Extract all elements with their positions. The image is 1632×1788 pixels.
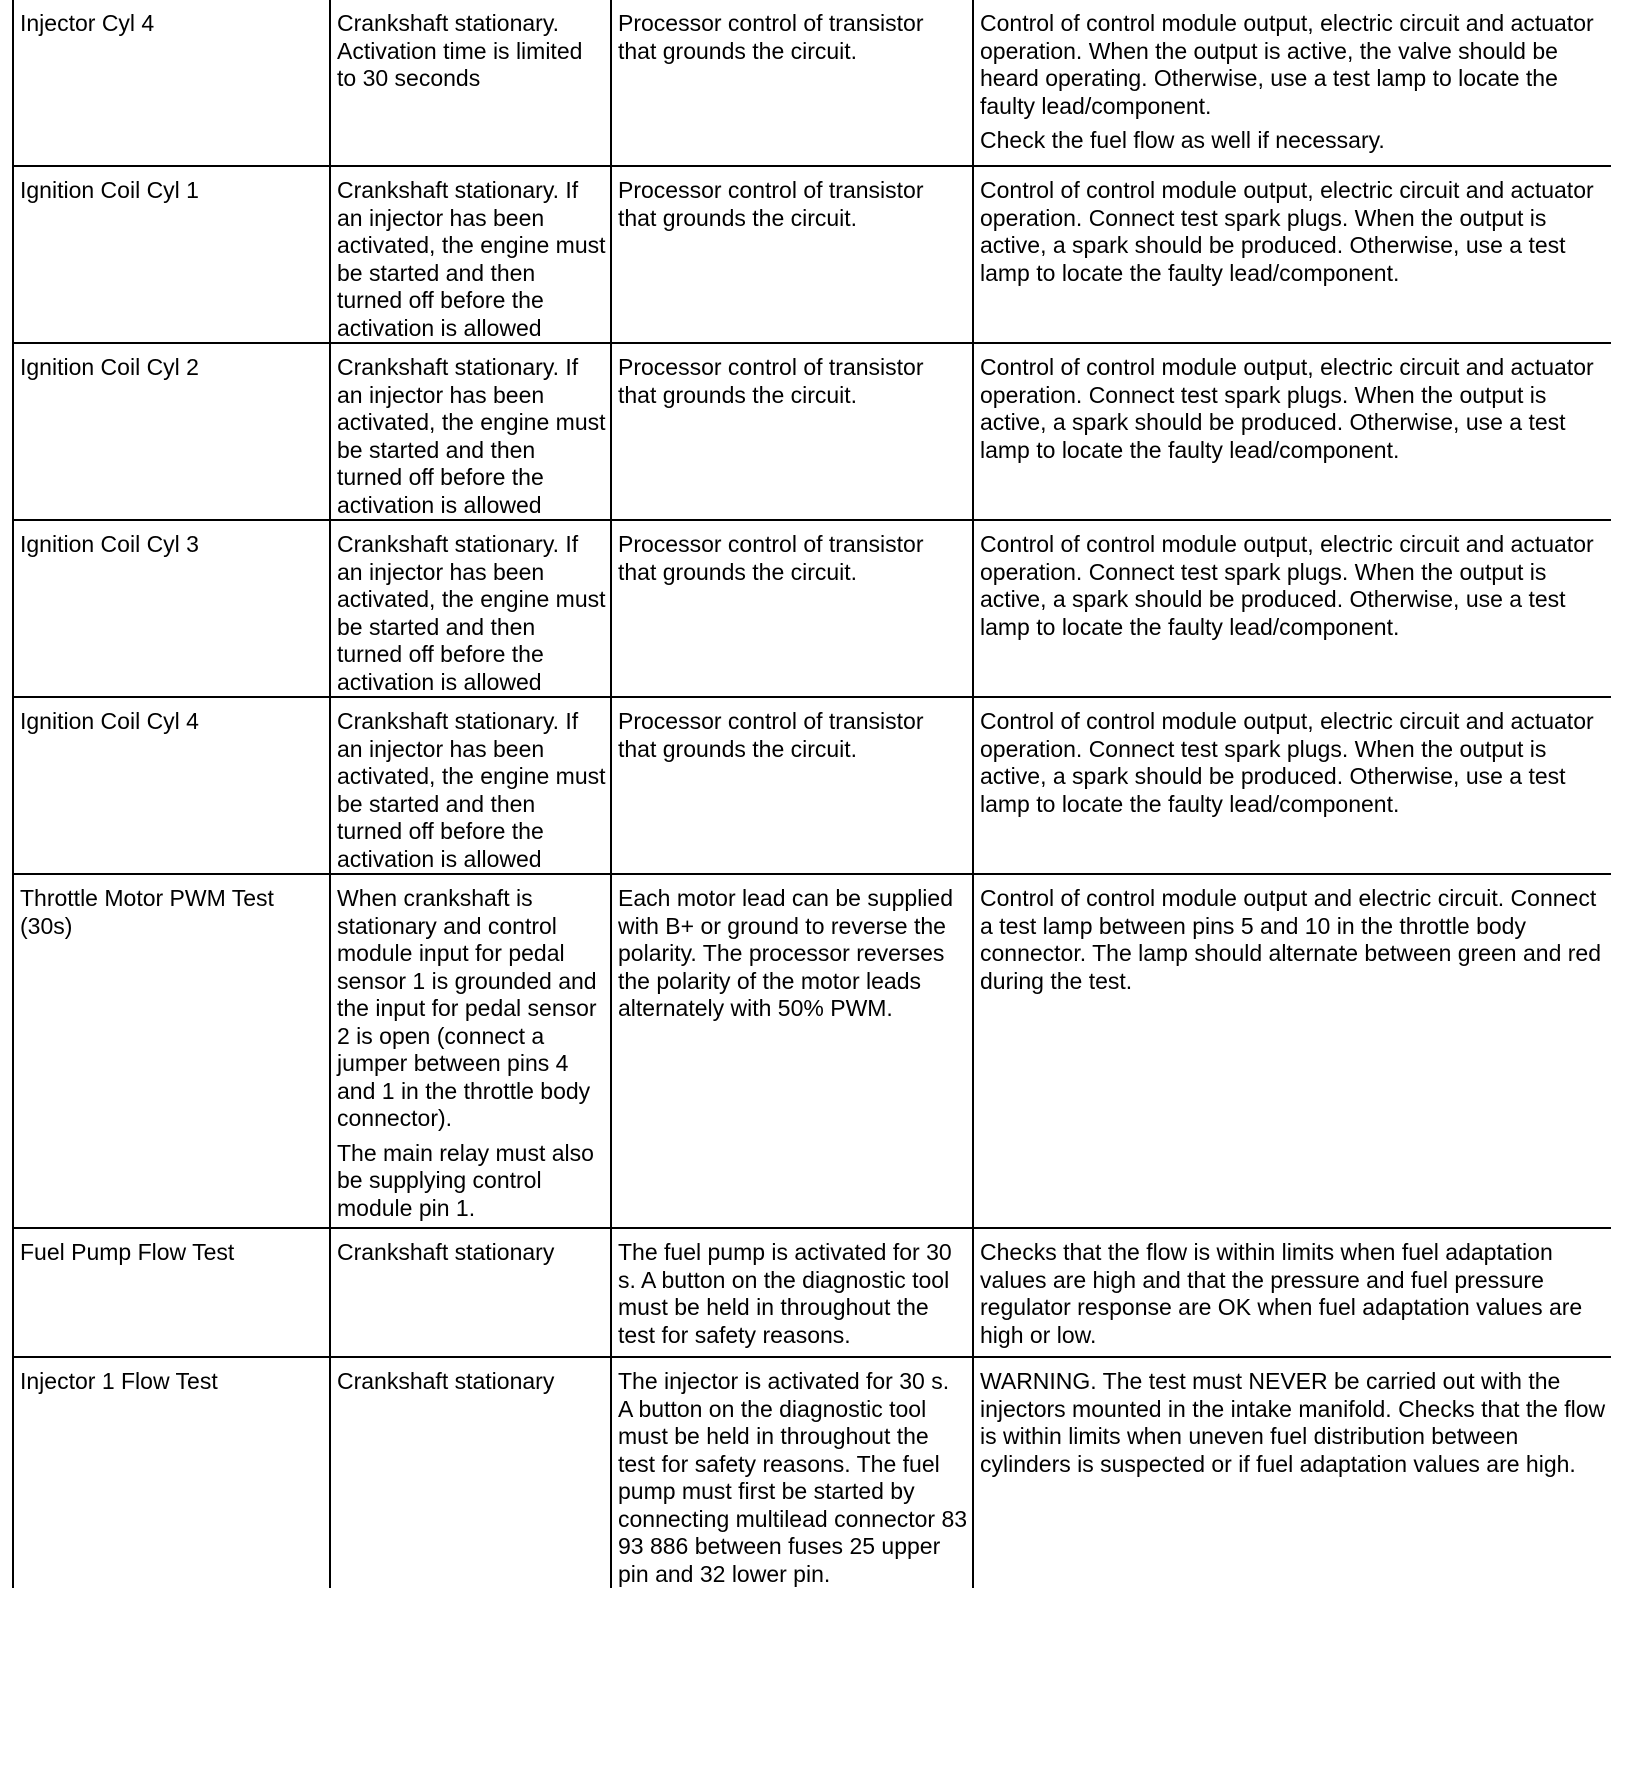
cell-paragraph: Crankshaft stationary. If an injector has been activated, the engine must be started and then turned off before the activation is allowed (337, 531, 606, 695)
cell-text: Throttle Motor PWM Test (30s) (20, 885, 274, 939)
cell-paragraph: Control of control module output, electric circuit and actuator operation. When the output is active, the valve should be heard operating. Otherwise, use a test lamp to locate the faulty lead/component. (980, 10, 1594, 119)
condition-cell (330, 1228, 611, 1357)
check-cell (973, 1357, 1611, 1588)
cell-paragraph: Control of control module output and electric circuit. Connect a test lamp between pins 5 and 10 in the throttle body connector. The lamp should alternate between green and red during the test. (980, 885, 1601, 994)
cell-paragraph: The main relay must also be supplying control module pin 1. (337, 1139, 594, 1221)
cell-text: Ignition Coil Cyl 4 (20, 708, 199, 734)
cell-paragraph: When crankshaft is stationary and control module input for pedal sensor 1 is grounded and the input for pedal sensor 2 is open (connect a jumper between pins 4 and 1 in the throttle body connector). (337, 885, 597, 1131)
cell-text: Fuel Pump Flow Test (20, 1239, 235, 1265)
table-row (13, 874, 1611, 1228)
check-cell (973, 343, 1611, 520)
cell-paragraph: WARNING. The test must NEVER be carried out with the injectors mounted in the intake manifold. Checks that the flow is within limits when uneven fuel distribution between cylinders is suspected or if fuel adaptation values are high. (980, 1368, 1606, 1477)
component-cell (13, 1357, 330, 1588)
condition-cell (330, 520, 611, 697)
condition-cell (330, 1357, 611, 1588)
table-row (13, 520, 1611, 697)
check-cell (973, 697, 1611, 874)
table-row (13, 0, 1611, 166)
cell-paragraph: Processor control of transistor that grounds the circuit. (618, 177, 924, 231)
function-cell (611, 1357, 973, 1588)
cell-paragraph: Processor control of transistor that grounds the circuit. (618, 10, 924, 64)
cell-paragraph: Crankshaft stationary. If an injector has been activated, the engine must be started and then turned off before the activation is allowed (337, 177, 606, 341)
component-cell (13, 343, 330, 520)
table-row (13, 1228, 1611, 1357)
cell-paragraph: The fuel pump is activated for 30 s. A button on the diagnostic tool must be held in throughout the test for safety reasons. (618, 1239, 952, 1348)
cell-paragraph: Crankshaft stationary. Activation time is limited to 30 seconds (337, 10, 583, 91)
cell-text: Injector Cyl 4 (20, 10, 155, 36)
table-row (13, 166, 1611, 343)
cell-paragraph: Control of control module output, electric circuit and actuator operation. Connect test spark plugs. When the output is active, a spark should be produced. Otherwise, use a test lamp to locate the faulty lead/component. (980, 531, 1594, 640)
function-cell (611, 520, 973, 697)
function-cell (611, 166, 973, 343)
cell-paragraph: Checks that the flow is within limits when fuel adaptation values are high and that the pressure and fuel pressure regulator response are OK when fuel adaptation values are high or low. (980, 1239, 1583, 1348)
component-cell (13, 874, 330, 1228)
component-cell (13, 1228, 330, 1357)
cell-paragraph: Each motor lead can be supplied with B+ or ground to reverse the polarity. The processor reverses the polarity of the motor leads alternately with 50% PWM. (618, 885, 953, 1021)
table-row (13, 697, 1611, 874)
component-cell (13, 0, 330, 166)
cell-paragraph: Processor control of transistor that grounds the circuit. (618, 354, 924, 408)
cell-paragraph: The injector is activated for 30 s. A button on the diagnostic tool must be held in throughout the test for safety reasons. The fuel pump must first be started by connecting multilead connector 83 93 886 between fuses 25 upper pin and 32 lower pin. (618, 1368, 968, 1587)
condition-cell (330, 874, 611, 1228)
function-cell (611, 874, 973, 1228)
cell-text: Injector 1 Flow Test (20, 1368, 218, 1394)
cell-text: Ignition Coil Cyl 1 (20, 177, 199, 203)
actuator-test-table (12, 0, 1611, 1588)
table-row (13, 343, 1611, 520)
check-cell (973, 520, 1611, 697)
function-cell (611, 0, 973, 166)
cell-paragraph: Processor control of transistor that grounds the circuit. (618, 531, 924, 585)
cell-paragraph: Control of control module output, electric circuit and actuator operation. Connect test spark plugs. When the output is active, a spark should be produced. Otherwise, use a test lamp to locate the faulty lead/component. (980, 708, 1594, 817)
cell-paragraph: Crankshaft stationary. If an injector has been activated, the engine must be started and then turned off before the activation is allowed (337, 708, 606, 872)
condition-cell (330, 697, 611, 874)
check-cell (973, 0, 1611, 166)
check-cell (973, 166, 1611, 343)
component-cell (13, 166, 330, 343)
table-body (13, 0, 1611, 1588)
cell-paragraph: Check the fuel flow as well if necessary. (980, 127, 1385, 153)
check-cell (973, 1228, 1611, 1357)
condition-cell (330, 166, 611, 343)
cell-paragraph: Control of control module output, electric circuit and actuator operation. Connect test spark plugs. When the output is active, a spark should be produced. Otherwise, use a test lamp to locate the faulty lead/component. (980, 354, 1594, 463)
condition-cell (330, 343, 611, 520)
function-cell (611, 343, 973, 520)
cell-paragraph: Crankshaft stationary. If an injector has been activated, the engine must be started and then turned off before the activation is allowed (337, 354, 606, 518)
table-row (13, 1357, 1611, 1588)
component-cell (13, 697, 330, 874)
cell-paragraph: Crankshaft stationary (337, 1368, 555, 1394)
cell-text: Ignition Coil Cyl 2 (20, 354, 199, 380)
condition-cell (330, 0, 611, 166)
function-cell (611, 1228, 973, 1357)
function-cell (611, 697, 973, 874)
cell-paragraph: Processor control of transistor that grounds the circuit. (618, 708, 924, 762)
component-cell (13, 520, 330, 697)
cell-paragraph: Crankshaft stationary (337, 1239, 555, 1265)
cell-paragraph: Control of control module output, electric circuit and actuator operation. Connect test spark plugs. When the output is active, a spark should be produced. Otherwise, use a test lamp to locate the faulty lead/component. (980, 177, 1594, 286)
check-cell (973, 874, 1611, 1228)
cell-text: Ignition Coil Cyl 3 (20, 531, 199, 557)
